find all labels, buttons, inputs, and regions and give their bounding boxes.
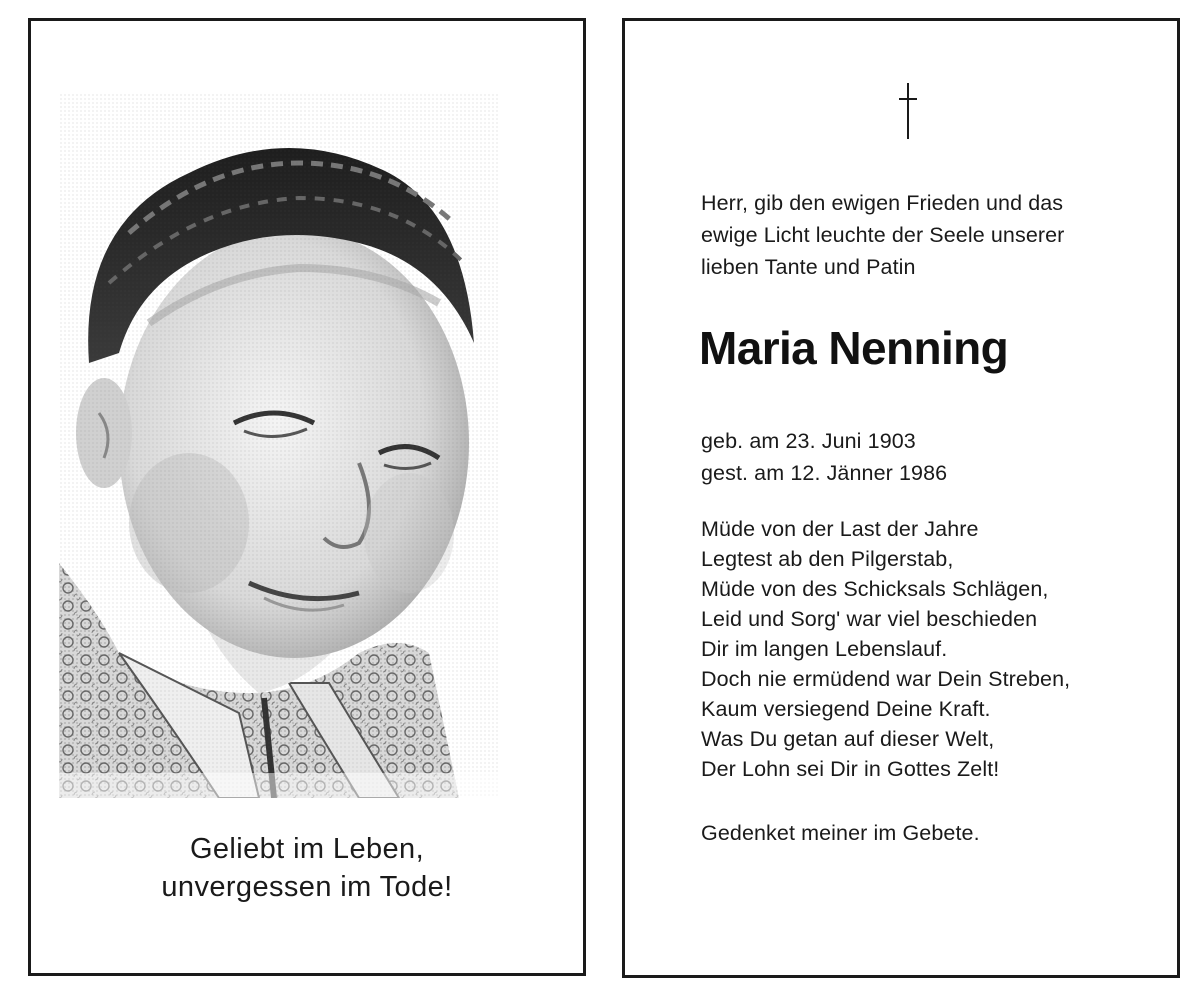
intro-line-2: ewige Licht leuchte der Seele unserer (701, 223, 1065, 247)
poem-line-5: Dir im langen Lebenslauf. (701, 637, 948, 661)
deceased-name: Maria Nenning (699, 322, 1009, 374)
cross-icon (893, 81, 923, 141)
death-date: gest. am 12. Jänner 1986 (701, 461, 948, 485)
motto-line-2: unvergessen im Tode! (161, 871, 453, 903)
intro-line-3: lieben Tante und Patin (701, 255, 916, 279)
poem-line-7: Kaum versiegend Deine Kraft. (701, 697, 991, 721)
poem-line-2: Legtest ab den Pilgerstab, (701, 547, 954, 571)
intro-line-1: Herr, gib den ewigen Frieden und das (701, 191, 1064, 215)
poem-line-1: Müde von der Last der Jahre (701, 517, 979, 541)
birth-date: geb. am 23. Juni 1903 (701, 429, 916, 453)
poem-line-4: Leid und Sorg' war viel beschieden (701, 607, 1038, 631)
poem-line-9: Der Lohn sei Dir in Gottes Zelt! (701, 757, 1000, 781)
closing-line: Gedenket meiner im Gebete. (701, 821, 980, 845)
portrait-photo (59, 93, 499, 798)
right-card (622, 18, 1180, 978)
poem-line-6: Doch nie ermüdend war Dein Streben, (701, 667, 1071, 691)
poem-line-3: Müde von des Schicksals Schlägen, (701, 577, 1049, 601)
motto-line-1: Geliebt im Leben, (189, 833, 425, 865)
left-card (28, 18, 586, 976)
poem-line-8: Was Du getan auf dieser Welt, (701, 727, 995, 751)
